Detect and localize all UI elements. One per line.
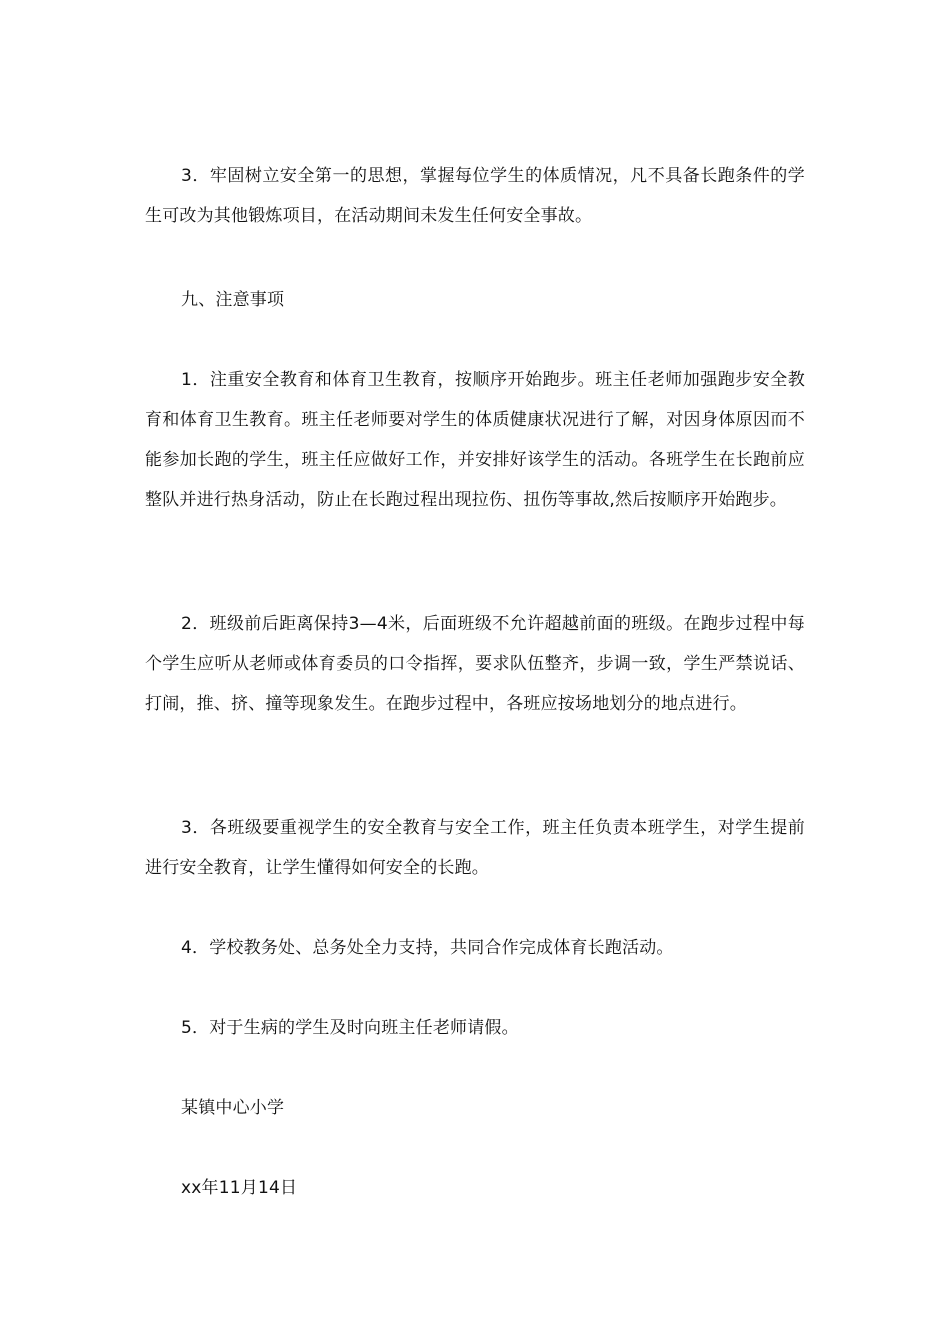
signature-school: 某镇中心小学 <box>181 1098 285 1118</box>
section-heading-notes: 九、注意事项 <box>181 290 285 310</box>
paragraph-note-2: 2．班级前后距离保持3—4米，后面班级不允许超越前面的班级。在跑步过程中每个学生应听从老师或体育委员的口令指挥，要求队伍整齐，步调一致，学生严禁说话、打闹，推、挤、撞等现象发生。在跑步过程中，各班应按场地划分的地点进行。 <box>145 614 805 714</box>
paragraph-safety-first: 3．牢固树立安全第一的思想，掌握每位学生的体质情况，凡不具备长跑条件的学生可改为其他锻炼项目，在活动期间未发生任何安全事故。 <box>145 166 805 226</box>
paragraph-note-5: 5．对于生病的学生及时向班主任老师请假。 <box>181 1018 519 1038</box>
paragraph-note-3: 3．各班级要重视学生的安全教育与安全工作，班主任负责本班学生，对学生提前进行安全教育，让学生懂得如何安全的长跑。 <box>145 818 805 878</box>
paragraph-note-1: 1．注重安全教育和体育卫生教育，按顺序开始跑步。班主任老师加强跑步安全教育和体育卫生教育。班主任老师要对学生的体质健康状况进行了解，对因身体原因而不能参加长跑的学生，班主任应做好工作，并安排好该学生的活动。各班学生在长跑前应整队并进行热身活动，防止在长跑过程出现拉伤、扭伤等事故,然后按顺序开始跑步。 <box>145 370 805 510</box>
signature-date: xx年11月14日 <box>181 1178 298 1198</box>
paragraph-note-4: 4．学校教务处、总务处全力支持，共同合作完成体育长跑活动。 <box>181 938 674 958</box>
